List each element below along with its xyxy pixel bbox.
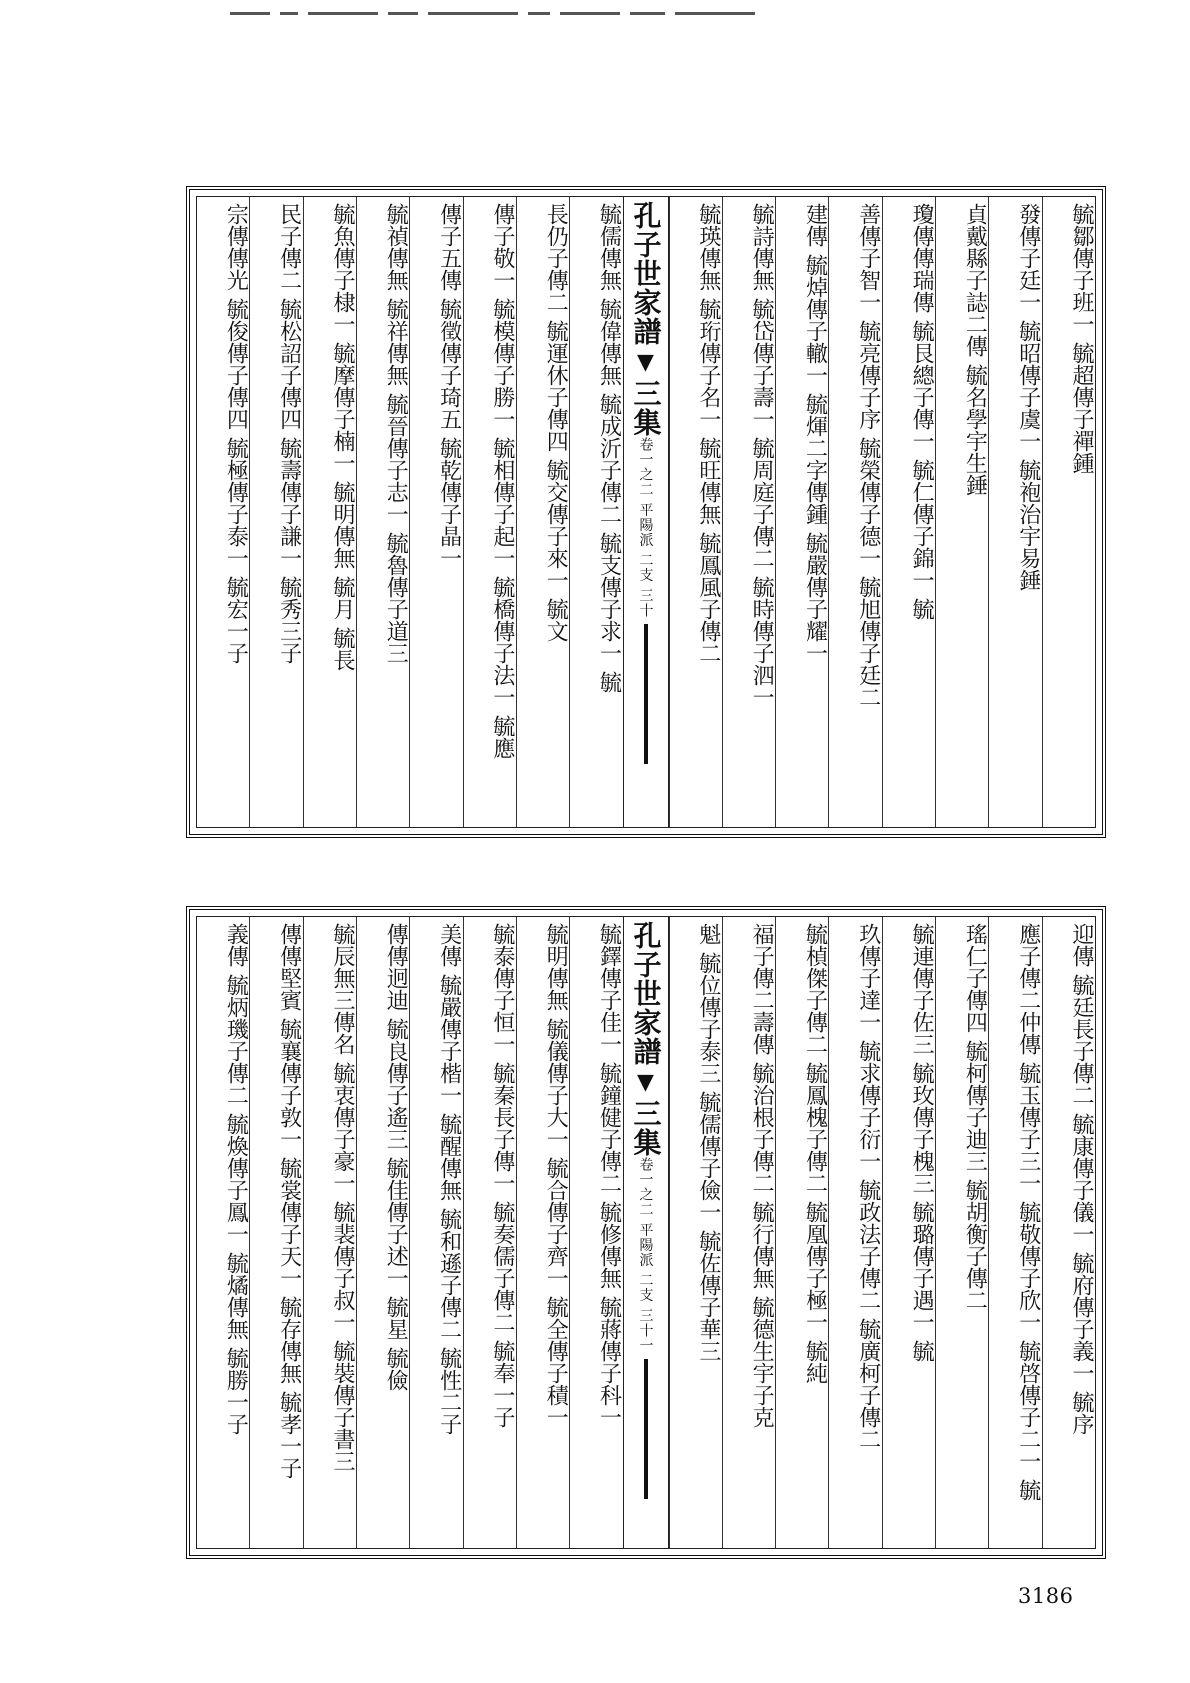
fish-tail-mark: ▼ [633,350,658,375]
bottom-center-title-strip [623,917,669,1548]
bottom-col-14: 毓辰無三傳名 毓衷傳子豪一 毓裴傳子叔一 毓裝傳子書三 [303,917,356,1548]
bottom-col-13: 傳傳迥迪 毓良傳子遙三 毓佳傳子述一 毓星 毓儉 [356,917,409,1548]
top-col-13: 毓禎傳無 毓祥傳無 毓晉傳子志一 毓魯傳子道三 [356,197,409,827]
bottom-col-5: 玖傳子達一 毓求傳子衍一 毓政法子傳二 毓廣柯子傳二 [828,917,881,1548]
top-col-8: 毓瑛傳無 毓珩傳子名一 毓旺傳無 毓鳳風子傳二 [669,197,722,827]
bottom-col-12: 美傳 毓嚴傳子楷一 毓醒傳無 毓和遜子傳二 毓性二子 [409,917,462,1548]
bottom-center-collection: 三集 [629,1099,663,1157]
top-col-12: 傳子五傳 毓徵傳子琦五 毓乾傳子晶一 [409,197,462,827]
bottom-col-1: 迎傳 毓廷長子傳二 毓康傳子儀一 毓府傳子義一 毓序 [1042,917,1095,1548]
header-scan-marks [230,6,910,20]
top-col-16: 宗傳傳光 毓俊傳子傳四 毓極傳子泰一 毓宏一子 [223,203,249,664]
top-center-title-strip [623,197,669,827]
bottom-col-7: 福子傳二壽傳 毓治根子傳二 毓行傳無 毓德生宇子克 [722,917,775,1548]
top-center-title: 孔子世家譜 [629,201,663,346]
top-col-14: 毓魚傳子棣一 毓摩傳子楠一 毓明傳無 毓月 毓長 [303,197,356,827]
top-col-5: 善傳子智一 毓亮傳子序 毓榮傳子德一 毓旭傳子廷二 [828,197,881,827]
top-col-3: 貞戴縣子誌二傳 毓名學宇生錘 [935,197,988,827]
bottom-center-title: 孔子世家譜 [629,921,663,1066]
bottom-col-6: 毓楨傑子傳二 毓鳳槐子傳二 毓凰傳子極一 毓純 [775,917,828,1548]
page-number: 3186 [1018,1584,1074,1608]
top-col-6: 建傳 毓焯傳子轍一 毓煇二字傳鍾 毓嚴傳子耀一 [775,197,828,827]
top-col-9: 毓儒傳無 毓偉傳無 毓成沂子傳二 毓支傳子求一 毓 [569,197,622,827]
top-genealogy-panel [186,186,1106,838]
top-col-15: 民子傳二 毓松詔子傳四 毓壽傳子謙一 毓秀三子 [249,197,302,827]
bottom-col-3: 瑤仁子傳四 毓柯傳子迪三 毓胡衡子傳二 [935,917,988,1548]
bottom-col-9: 毓鐸傳子佳一 毓鐘健子傳二 毓修傳無 毓蔣傳子科一 [569,917,622,1548]
top-center-subtitle: 卷一之二 平陽派 二支 三十 [637,437,654,619]
top-panel-columns [196,196,1096,828]
top-center-collection: 三集 [629,379,663,437]
bottom-col-4: 毓連傳子佐三 毓玫傳子槐三 毓璐傳子遇一 毓 [882,917,935,1548]
top-col-2: 發傳子廷一 毓昭傳子虞一 毓袍治宇易錘 [988,197,1041,827]
bottom-genealogy-panel [186,906,1106,1559]
center-bar [644,624,648,764]
top-col-10: 長仍子傳二 毓運休子傳四 毓交傳子來一 毓文 [516,197,569,827]
bottom-col-16: 義傳 毓炳璣子傳二 毓煥傳子鳳一 毓燏傳無 毓勝一子 [223,923,249,1435]
bottom-col-11: 毓泰傳子恒一 毓秦長子傳一 毓奏儒子傳二 毓奉一子 [463,917,516,1548]
top-col-4: 瓊傳傳瑞傳 毓艮總子傳一 毓仁傳子錦一 毓 [882,197,935,827]
top-col-7: 毓詩傳無 毓岱傳子壽一 毓周庭子傳二 毓時傳子泗一 [722,197,775,827]
top-col-11: 傳子敬一 毓模傳子勝一 毓相傳子起一 毓橋傳子法一 毓應 [463,197,516,827]
bottom-col-2: 應子傳二仲傳 毓玉傳子三一 毓敬傳子欣一 毓啓傳子二一 毓 [988,917,1041,1548]
bottom-col-10: 毓明傳無 毓儀傳子大一 毓合傳子齊一 毓全傳子積一 [516,917,569,1548]
fish-tail-mark: ▼ [633,1070,658,1095]
bottom-col-15: 傳傳堅賓 毓襄傳子敦一 毓裳傳子天一 毓存傳無 毓孝一子 [249,917,302,1548]
top-col-1: 毓鄒傳子班一 毓超傳子禪鍾 [1042,197,1095,827]
bottom-panel-columns [196,916,1096,1549]
center-bar [644,1359,648,1499]
bottom-col-8: 魁 毓位傳子泰三 毓儒傳子儉一 毓佐傳子華三 [669,917,722,1548]
bottom-center-subtitle: 卷一之二 平陽派 二支 三十一 [637,1157,654,1354]
